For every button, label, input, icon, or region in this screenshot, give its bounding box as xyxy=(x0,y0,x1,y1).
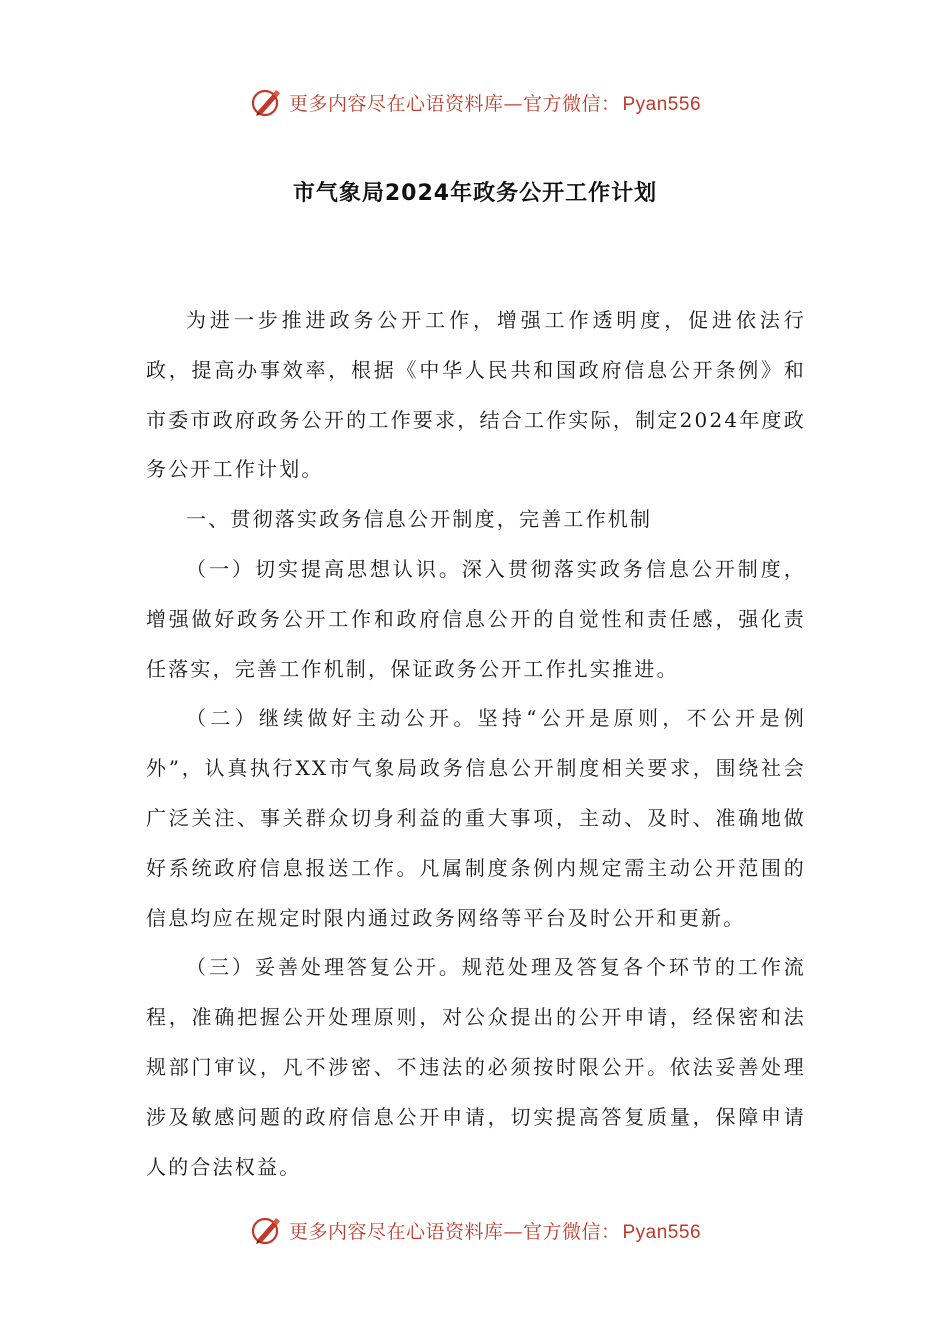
pen-logo-icon xyxy=(249,1213,283,1247)
footer-watermark-banner xyxy=(0,1210,950,1250)
banner-handle: Pyan556 xyxy=(622,1221,702,1243)
banner-dash: — xyxy=(503,1220,523,1243)
banner-handle: Pyan556 xyxy=(622,93,702,115)
pen-logo-icon xyxy=(249,85,283,119)
header-watermark-banner xyxy=(0,82,950,122)
banner-site-name: 更多内容尽在心语资料库 xyxy=(288,1220,504,1243)
banner-label: 官方微信： xyxy=(522,92,621,115)
paragraph-item-1: （一）切实提高思想认识。深入贯彻落实政务信息公开制度，增强做好政务公开工作和政府信息公开的自觉性和责任感，强化责任落实，完善工作机制，保证政务公开工作扎实推进。 xyxy=(146,556,806,681)
section-heading-1: 一、贯彻落实政务信息公开制度，完善工作机制 xyxy=(186,507,653,532)
banner-label: 官方微信： xyxy=(522,1220,621,1243)
banner-dash: — xyxy=(503,92,523,115)
banner-text xyxy=(289,1217,701,1244)
document-title: 市气象局2024年政务公开工作计划 xyxy=(292,181,658,206)
paragraph-item-3: （三）妥善处理答复公开。规范处理及答复各个环节的工作流程，准确把握公开处理原则，对公众提出的公开申请，经保密和法规部门审议，凡不涉密、不违法的必须按时限公开。依法妥善处理涉及敏感问题的政府信息公开申请，切实提高答复质量，保障申请人的合法权益。 xyxy=(146,955,806,1179)
document-body xyxy=(146,296,806,1192)
banner-text xyxy=(289,89,701,116)
paragraph-item-2: （二）继续做好主动公开。坚持“公开是原则，不公开是例外”，认真执行XX市气象局政务信息公开制度相关要求，围绕社会广泛关注、事关群众切身利益的重大事项，主动、及时、准确地做好系统政府信息报送工作。凡属制度条例内规定需主动公开范围的信息均应在规定时限内通过政务网络等平台及时公开和更新。 xyxy=(146,706,806,930)
paragraph-intro: 为进一步推进政务公开工作，增强工作透明度，促进依法行政，提高办事效率，根据《中华人民共和国政府信息公开条例》和市委市政府政务公开的工作要求，结合工作实际，制定2024年度政务公开工作计划。 xyxy=(146,308,806,482)
banner-site-name: 更多内容尽在心语资料库 xyxy=(288,92,504,115)
